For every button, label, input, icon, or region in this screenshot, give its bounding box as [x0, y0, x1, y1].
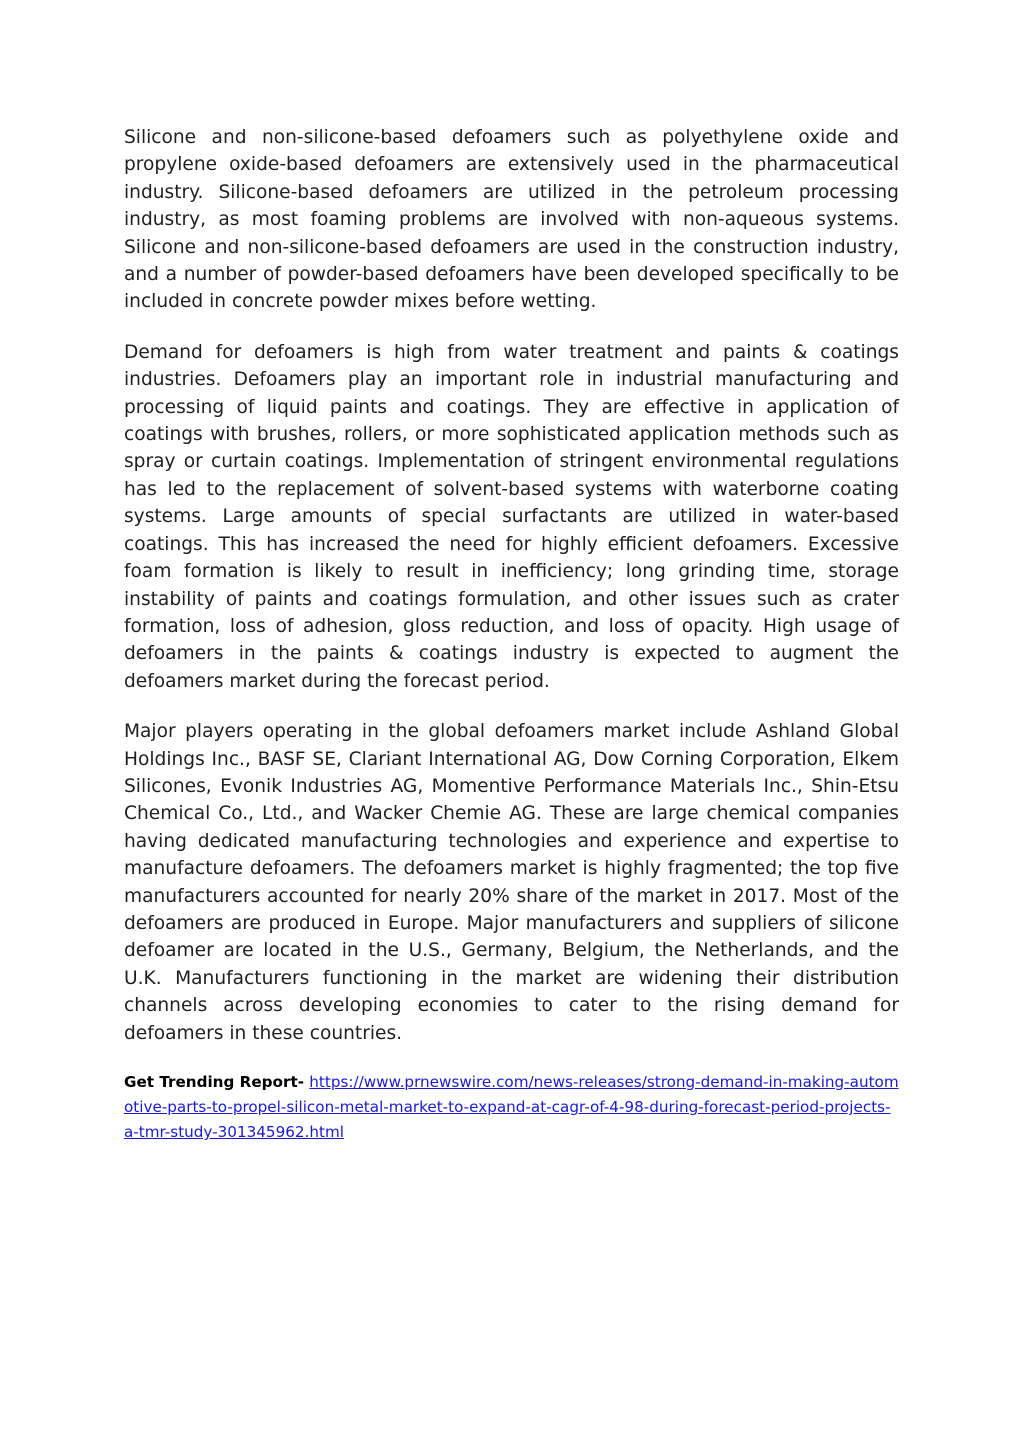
trending-report-label: Get Trending Report-: [124, 1073, 310, 1091]
document-body: [124, 124, 899, 1145]
trending-report-line: [124, 1070, 899, 1145]
paragraph-major-players: Major players operating in the global defoamers market include Ashland Global Holdings Inc., BASF SE, Clariant International AG, Dow Corning Corporation, Elkem Silicones, Evonik Industries AG, Momentive Performance Materials Inc., Shin-Etsu Chemical Co., Ltd., and Wacker Chemie AG. These are large chemical companies having dedicated manufacturing technologies and experience and expertise to manufacture defoamers. The defoamers market is highly fragmented; the top five manufacturers accounted for nearly 20% share of the market in 2017. Most of the defoamers are produced in Europe. Major manufacturers and suppliers of silicone defoamer are located in the U.S., Germany, Belgium, the Netherlands, and the U.K. Manufacturers functioning in the market are widening their distribution channels across developing economies to cater to the rising demand for defoamers in these countries.: [124, 721, 899, 1044]
paragraph-silicone-defoamers: Silicone and non-silicone-based defoamers such as polyethylene oxide and propylene oxide-based defoamers are extensively used in the pharmaceutical industry. Silicone-based defoamers are utilized in the petroleum processing industry, as most foaming problems are involved with non-aqueous systems. Silicone and non-silicone-based defoamers are used in the construction industry, and a number of powder-based defoamers have been developed specifically to be included in concrete powder mixes before wetting.: [124, 127, 899, 313]
trending-report-link[interactable]: https://www.prnewswire.com/news-releases/strong-demand-in-making-automotive-parts-to-propel-silicon-metal-market-to-expand-at-cagr-of-4-98-during-forecast-period-projects-a-tmr-study-301345962.html: [124, 1073, 899, 1141]
paragraph-demand-paints-coatings: Demand for defoamers is high from water treatment and paints & coatings industries. Defoamers play an important role in industrial manufacturing and processing of liquid paints and coatings. They are effective in application of coatings with brushes, rollers, or more sophisticated application methods such as spray or curtain coatings. Implementation of stringent environmental regulations has led to the replacement of solvent-based systems with waterborne coating systems. Large amounts of special surfactants are utilized in water-based coatings. This has increased the need for highly efficient defoamers. Excessive foam formation is likely to result in inefficiency; long grinding time, storage instability of paints and coatings formulation, and other issues such as crater formation, loss of adhesion, gloss reduction, and loss of opacity. High usage of defoamers in the paints & coatings industry is expected to augment the defoamers market during the forecast period.: [124, 341, 899, 692]
